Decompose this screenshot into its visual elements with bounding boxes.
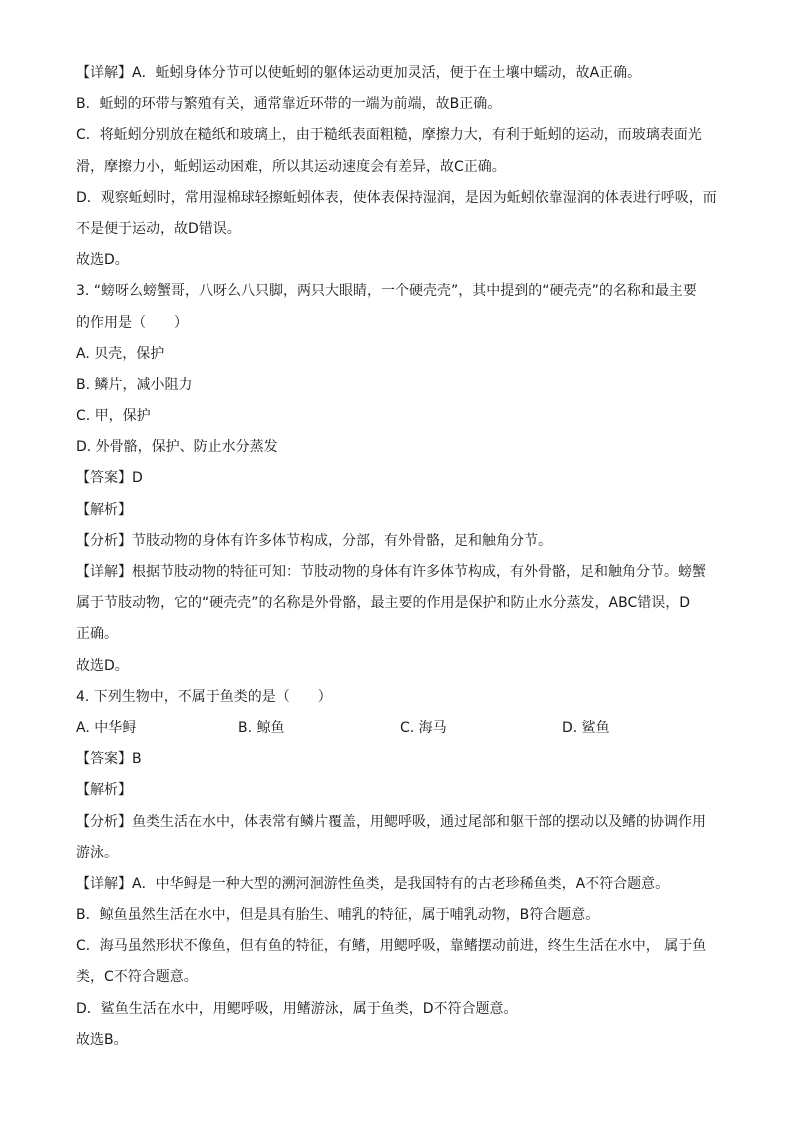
text-line: C．海马虽然形状不像鱼，但有鱼的特征，有鳍，用鳃呼吸，靠鳍摆动前进，终生生活在水中， 属于鱼 — [76, 938, 707, 955]
answer-option: A. 中华鲟 — [76, 719, 137, 736]
text-line: C．将蚯蚓分别放在糙纸和玻璃上，由于糙纸表面粗糙，摩擦力大，有利于蚯蚓的运动，而玻璃表面光 — [76, 127, 702, 144]
text-line: 的作用是（ ） — [76, 314, 188, 331]
text-line: 正确。 — [76, 626, 118, 643]
text-line: C. 甲，保护 — [76, 408, 151, 425]
text-line: 属于节肢动物，它的“硬壳壳”的名称是外骨骼，最主要的作用是保护和防止水分蒸发，ABC错误，D — [76, 595, 690, 612]
document-body — [76, 58, 726, 1056]
text-line: D．观察蚯蚓时，常用湿棉球轻擦蚯蚓体表，使体表保持湿润，是因为蚯蚓依靠湿润的体表进行呼吸，而 — [76, 189, 717, 206]
text-line: 【答案】D — [76, 470, 143, 487]
text-line: D. 外骨骼，保护、防止水分蒸发 — [76, 439, 278, 456]
answer-option: B. 鲸鱼 — [238, 719, 285, 736]
text-line: 不是便于运动，故D错误。 — [76, 220, 241, 237]
text-line: B. 鳞片，减小阻力 — [76, 376, 193, 393]
text-line: 【详解】A．中华鲟是一种大型的溯河洄游性鱼类，是我国特有的古老珍稀鱼类，A不符合题意。 — [76, 875, 670, 892]
text-line: 故选D。 — [76, 252, 129, 269]
text-line: 【详解】根据节肢动物的特征可知：节肢动物的身体有许多体节构成，有外骨骼，足和触角分节。螃蟹 — [76, 564, 706, 580]
text-line: 3. “螃呀么螃蟹哥，八呀么八只脚，两只大眼睛，一个硬壳壳”，其中提到的“硬壳壳”的名称和最主要 — [76, 283, 697, 300]
text-line: 故选B。 — [76, 1031, 128, 1048]
answer-option: D. 鲨鱼 — [562, 719, 610, 736]
text-line: 【答案】B — [76, 751, 142, 768]
answer-options-row — [76, 713, 726, 744]
text-line: 故选D。 — [76, 657, 129, 674]
text-line: 类，C不符合题意。 — [76, 969, 198, 986]
text-line: B．鲸鱼虽然生活在水中，但是具有胎生、哺乳的特征，属于哺乳动物，B符合题意。 — [76, 907, 600, 924]
text-line: 滑，摩擦力小，蚯蚓运动困难，所以其运动速度会有差异，故C正确。 — [76, 158, 506, 175]
text-line: 【解析】 — [76, 782, 132, 799]
text-line: 【分析】节肢动物的身体有许多体节构成，分部，有外骨骼，足和触角分节。 — [76, 532, 552, 549]
text-line: B．蚯蚓的环带与繁殖有关，通常靠近环带的一端为前端，故B正确。 — [76, 96, 502, 113]
text-line: 【详解】A．蚯蚓身体分节可以使蚯蚓的躯体运动更加灵活，便于在土壤中蠕动，故A正确。 — [76, 65, 642, 81]
text-line: D．鲨鱼生活在水中，用鳃呼吸，用鳍游泳，属于鱼类，D不符合题意。 — [76, 1000, 518, 1017]
text-line: 4. 下列生物中，不属于鱼类的是（ ） — [76, 688, 332, 705]
text-line: 【解析】 — [76, 501, 132, 518]
answer-option: C. 海马 — [400, 719, 447, 736]
text-line: 【分析】鱼类生活在水中，体表常有鳞片覆盖，用鳃呼吸，通过尾部和躯干部的摆动以及鳍的协调作用 — [76, 813, 706, 830]
text-line: A. 贝壳，保护 — [76, 345, 165, 362]
text-line: 游泳。 — [76, 844, 118, 861]
